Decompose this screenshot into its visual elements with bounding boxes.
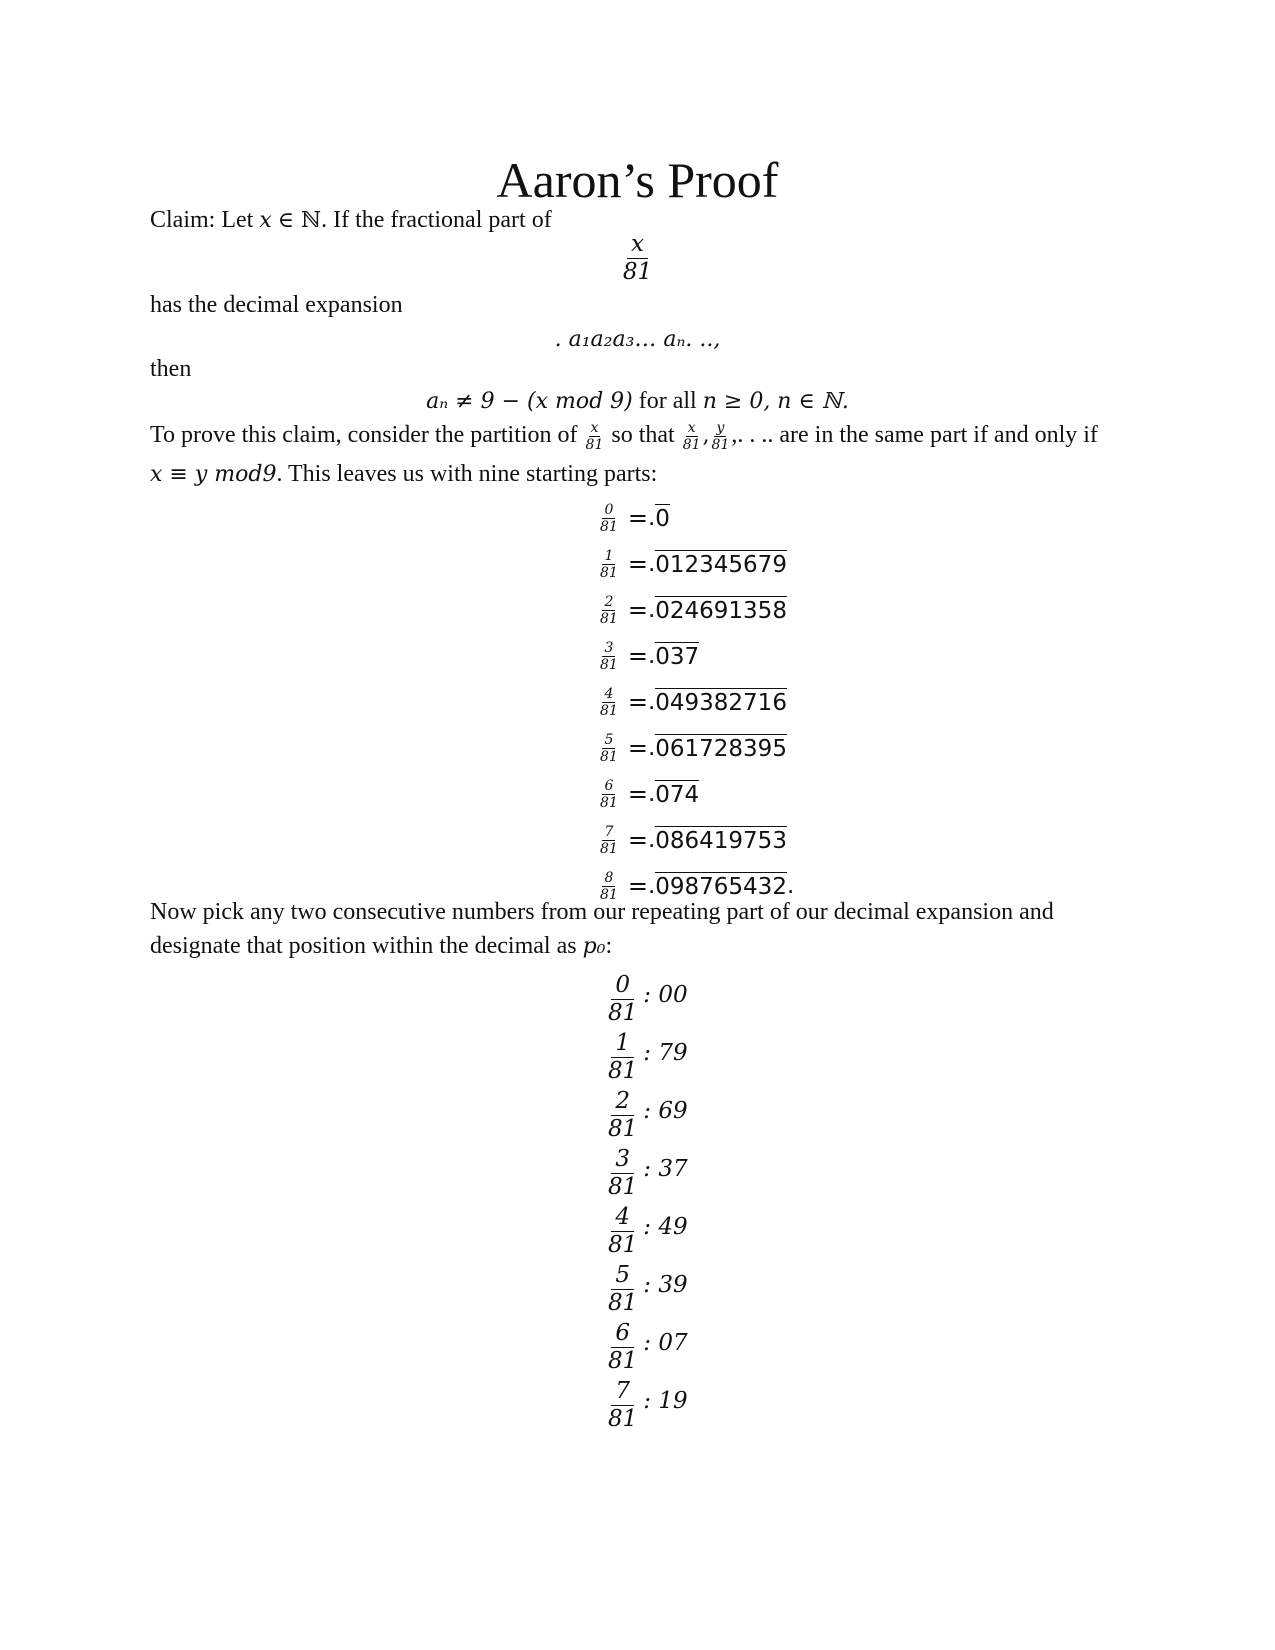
position-denominator: 81	[608, 1057, 638, 1084]
fraction-y-numerator: y	[716, 419, 725, 436]
position-fraction	[604, 1145, 641, 1200]
proof-intro-part2: so that	[611, 422, 675, 448]
position-label: : 49	[643, 1214, 688, 1240]
position-row	[604, 1086, 688, 1144]
expansion-denominator: 81	[600, 564, 618, 581]
expansion-row	[598, 725, 787, 771]
decimal-point: .	[647, 781, 656, 807]
pick-colon: :	[605, 933, 613, 959]
decimal-point: .	[647, 551, 656, 577]
expansion-fraction	[598, 503, 620, 534]
expansion-denominator: 81	[600, 840, 618, 857]
expansion-denominator: 81	[600, 748, 618, 765]
expansion-numerator: 0	[604, 501, 614, 518]
position-label: : 07	[643, 1330, 688, 1356]
repeating-digits: 074	[655, 782, 700, 808]
expansion-fraction	[598, 825, 620, 856]
has-expansion-text: has the decimal expansion	[150, 292, 403, 318]
expansion-fraction	[598, 641, 620, 672]
decimal-point: .	[647, 505, 656, 531]
claim-prefix: Claim: Let	[150, 207, 254, 233]
expansion-fraction	[598, 687, 620, 718]
expansion-math: . a₁a₂a₃… aₙ. ..,	[554, 327, 721, 352]
then-text: then	[150, 356, 192, 382]
repeating-digits: 098765432	[655, 874, 787, 900]
fraction-x-denominator: 81	[682, 436, 701, 453]
position-label: : 39	[643, 1272, 688, 1298]
position-fraction	[604, 1087, 641, 1142]
repeating-digits: 049382716	[655, 690, 787, 716]
position-label: : 00	[643, 982, 688, 1008]
position-numerator: 3	[611, 1148, 634, 1174]
position-denominator: 81	[608, 1405, 638, 1432]
expansion-denominator: 81	[600, 610, 618, 627]
decimal-point: .	[647, 597, 656, 623]
expansion-denominator: 81	[600, 656, 618, 673]
page-title: Aaron’s Proof	[496, 152, 779, 208]
equals-sign: =	[627, 688, 648, 716]
expansion-numerator: 6	[604, 777, 614, 794]
expansion-row	[598, 541, 787, 587]
equals-sign: =	[627, 872, 648, 900]
expansion-denominator: 81	[600, 702, 618, 719]
position-row	[604, 1202, 688, 1260]
position-numerator: 6	[611, 1322, 634, 1348]
expansion-denominator: 81	[600, 518, 618, 535]
result-text: for all	[638, 388, 697, 414]
position-denominator: 81	[608, 1173, 638, 1200]
claim-fraction-denominator: 81	[622, 259, 653, 285]
expansion-row	[598, 817, 787, 863]
equals-sign: =	[627, 826, 648, 854]
position-fraction	[604, 1203, 641, 1258]
position-numerator: 5	[611, 1264, 634, 1290]
position-denominator: 81	[608, 999, 638, 1026]
position-label: : 37	[643, 1156, 688, 1182]
proof-intro-line2-text: . This leaves us with nine starting parts:	[276, 461, 658, 487]
expansion-row	[598, 587, 787, 633]
expansion-numerator: 2	[604, 593, 614, 610]
position-fraction	[604, 1261, 641, 1316]
claim-in-n: ∈ ℕ	[277, 208, 322, 233]
equals-sign: =	[627, 504, 648, 532]
decimal-point: .	[647, 643, 656, 669]
decimal-point: .	[647, 689, 656, 715]
position-denominator: 81	[608, 1347, 638, 1374]
congruence-math: x ≡ y mod9	[150, 462, 277, 487]
position-fraction	[604, 1319, 641, 1374]
position-label: : 79	[643, 1040, 688, 1066]
position-numerator: 0	[611, 974, 634, 1000]
fraction-x	[681, 421, 703, 452]
pick-text-line2	[150, 931, 612, 962]
expansion-fraction	[598, 549, 620, 580]
claim-fraction-numerator: x	[627, 233, 648, 259]
position-numerator: 2	[611, 1090, 634, 1116]
expansion-row	[598, 771, 699, 817]
expansion-row	[598, 633, 699, 679]
fraction-x-numerator: x	[687, 419, 696, 436]
fraction-y-denominator: 81	[711, 436, 730, 453]
expansion-numerator: 8	[604, 869, 614, 886]
expansion-numerator: 7	[604, 823, 614, 840]
expansion-formula	[0, 324, 1275, 355]
equals-sign: =	[627, 550, 648, 578]
expansion-numerator: 5	[604, 731, 614, 748]
position-numerator: 1	[611, 1032, 634, 1058]
expansion-numerator: 1	[604, 547, 614, 564]
partition-fraction-denominator: 81	[585, 436, 604, 453]
repeating-digits: 037	[655, 644, 700, 670]
position-label: : 19	[643, 1388, 688, 1414]
repeating-digits: 086419753	[655, 828, 787, 854]
expansion-row	[598, 495, 670, 541]
equals-sign: =	[627, 734, 648, 762]
proof-intro-part3: ,. . .. are in the same part if and only if	[731, 422, 1098, 448]
claim-line	[150, 205, 552, 236]
position-row	[604, 1260, 688, 1318]
position-fraction	[604, 1377, 641, 1432]
claim-var-x: x	[259, 208, 272, 233]
partition-fraction-numerator: x	[590, 419, 599, 436]
expansion-fraction	[598, 595, 620, 626]
expansion-fraction	[598, 733, 620, 764]
decimal-point: .	[647, 827, 656, 853]
position-denominator: 81	[608, 1231, 638, 1258]
claim-fraction-block	[0, 233, 1275, 284]
proof-intro-line2	[150, 459, 657, 490]
expansion-denominator: 81	[600, 886, 618, 903]
position-row	[604, 1028, 688, 1086]
position-denominator: 81	[608, 1289, 638, 1316]
pick-text-line2-text: designate that position within the decimal as	[150, 933, 577, 959]
position-row	[604, 1376, 688, 1434]
position-numerator: 7	[611, 1380, 634, 1406]
equals-sign: =	[627, 642, 648, 670]
expansion-numerator: 3	[604, 639, 614, 656]
partition-fraction	[584, 421, 606, 452]
proof-intro-line1: To prove this claim, consider the partition of $\frac{x}{81}$ so that $\frac{x}{81}$ , $\frac{y}{81}$ ,. . .. are in the same part if and only if	[150, 419, 1098, 453]
position-fraction	[604, 1029, 641, 1084]
repeating-digits: 012345679	[655, 552, 787, 578]
pick-text-line1: Now pick any two consecutive numbers from our repeating part of our decimal expansion and	[150, 899, 1054, 925]
equals-sign: =	[627, 596, 648, 624]
decimal-point: .	[647, 873, 656, 899]
expansion-row	[598, 679, 787, 725]
repeating-digits: 061728395	[655, 736, 787, 762]
position-row	[604, 1318, 688, 1376]
result-condition: n ≥ 0, n ∈ ℕ.	[702, 389, 849, 414]
expansion-tail: .	[786, 873, 795, 899]
repeating-digits: 024691358	[655, 598, 787, 624]
position-fraction	[604, 971, 641, 1026]
p0-symbol: p₀	[582, 934, 606, 959]
decimal-point: .	[647, 735, 656, 761]
position-label: : 69	[643, 1098, 688, 1124]
repeating-digits: 0	[655, 506, 670, 532]
position-row	[604, 970, 688, 1028]
fraction-y	[710, 421, 732, 452]
expansion-numerator: 4	[604, 685, 614, 702]
claim-suffix: . If the fractional part of	[321, 207, 552, 233]
equals-sign: =	[627, 780, 648, 808]
position-denominator: 81	[608, 1115, 638, 1142]
expansion-fraction	[598, 779, 620, 810]
position-row	[604, 1144, 688, 1202]
result-formula	[0, 386, 1275, 417]
result-math: aₙ ≠ 9 − (x mod 9)	[426, 389, 633, 414]
claim-fraction	[619, 233, 656, 284]
position-numerator: 4	[611, 1206, 634, 1232]
proof-intro-part1: To prove this claim, consider the partition of	[150, 422, 578, 448]
expansion-denominator: 81	[600, 794, 618, 811]
